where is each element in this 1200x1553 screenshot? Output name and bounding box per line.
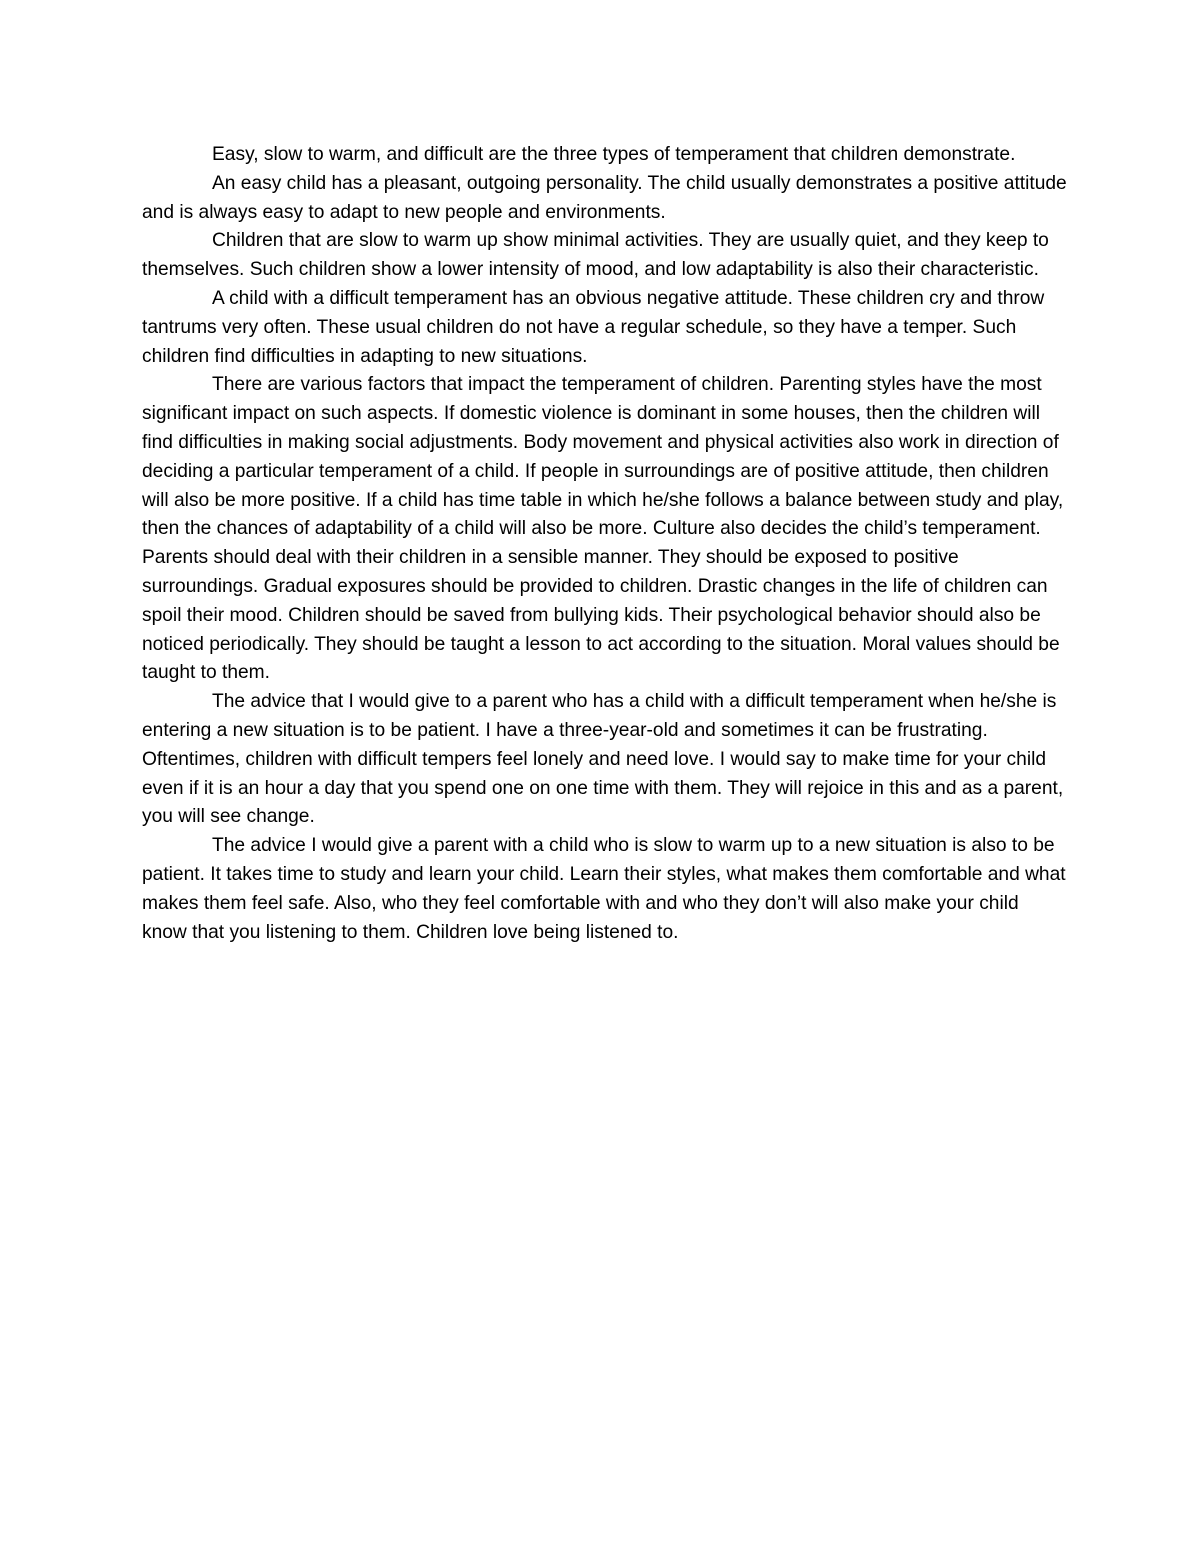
paragraph-influencing-factors: There are various factors that impact the temperament of children. Parenting styles have the most significant impact on such aspects. If domestic violence is dominant in some houses, then the children will find difficulties in making social adjustments. Body movement and physical activities also work in direction of deciding a particular temperament of a child. If people in surroundings are of positive attitude, then children will also be more positive. If a child has time table in which he/she follows a balance between study and play, then the chances of adaptability of a child will also be more. Culture also decides the child’s temperament. Parents should deal with their children in a sensible manner. They should be exposed to positive surroundings. Gradual exposures should be provided to children. Drastic changes in the life of children can spoil their mood. Children should be saved from bullying kids. Their psychological behavior should also be noticed periodically. They should be taught a lesson to act according to the situation. Moral values should be taught to them. [142, 374, 1064, 684]
paragraph-advice-slow-to-warm: The advice I would give a parent with a child who is slow to warm up to a new situation is also to be patient. It takes time to study and learn your child. Learn their styles, what makes them comfortable and what makes them feel safe. Also, who they feel comfortable with and who they don’t will also make your child know that you listening to them. Children love being listened to. [142, 835, 1066, 943]
paragraph-temperament-types: Easy, slow to warm, and difficult are the three types of temperament that children demonstrate. [212, 144, 1016, 165]
document-body [142, 141, 1067, 947]
paragraph-slow-to-warm: Children that are slow to warm up show minimal activities. They are usually quiet, and they keep to themselves. Such children show a lower intensity of mood, and low adaptability is also their characteristic. [142, 230, 1049, 281]
paragraph-advice-difficult: The advice that I would give to a parent who has a child with a difficult temperament when he/she is entering a new situation is to be patient. I have a three-year-old and sometimes it can be frustrating. Oftentimes, children with difficult tempers feel lonely and need love. I would say to make time for your child even if it is an hour a day that you spend one on one time with them. They will rejoice in this and as a parent, you will see change. [142, 691, 1064, 828]
paragraph-easy-child: An easy child has a pleasant, outgoing personality. The child usually demonstrates a positive attitude and is always easy to adapt to new people and environments. [142, 172, 1067, 223]
paragraph-difficult-child: A child with a difficult temperament has an obvious negative attitude. These children cry and throw tantrums very often. These usual children do not have a regular schedule, so they have a temper. Such children find difficulties in adapting to new situations. [142, 287, 1045, 367]
